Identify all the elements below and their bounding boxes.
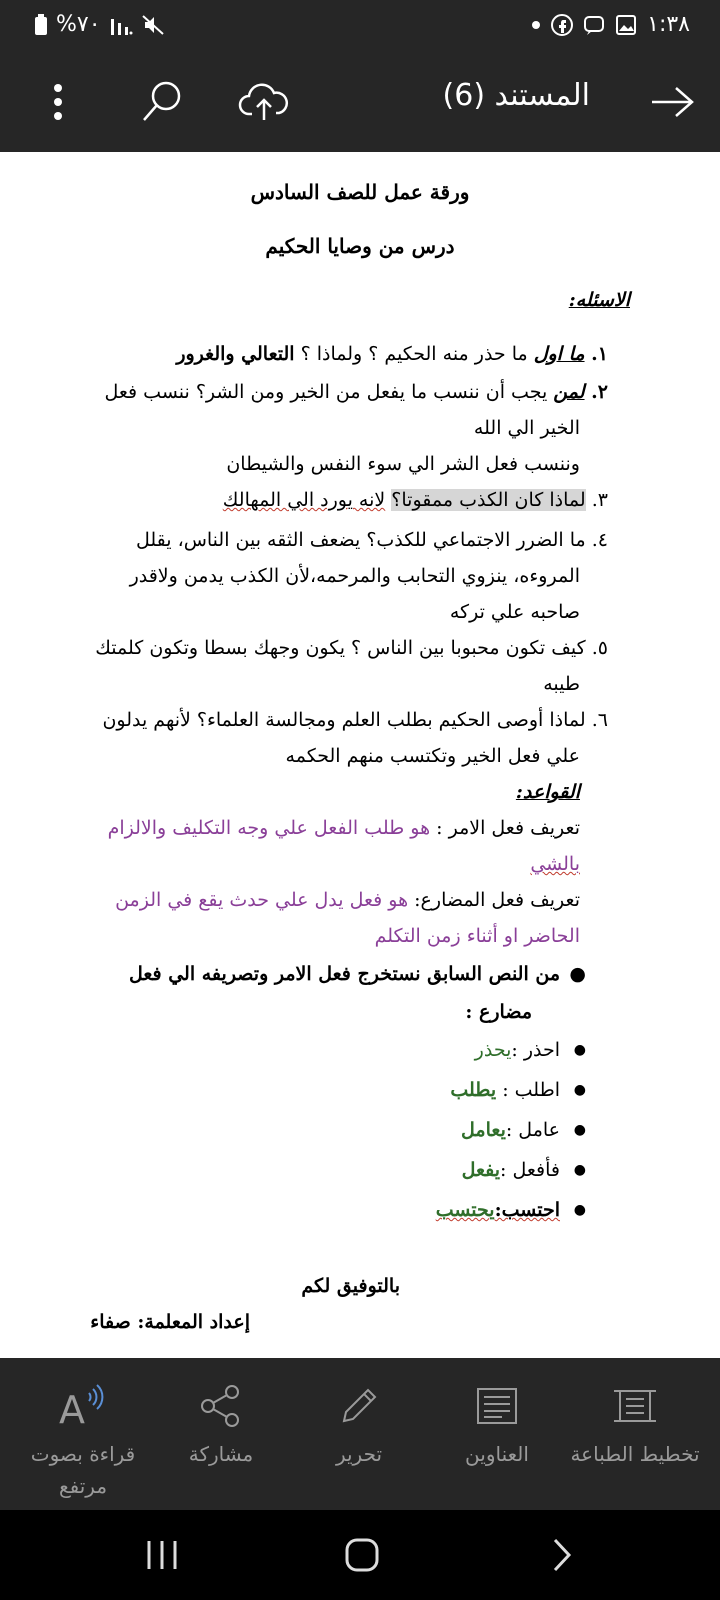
system-nav-bar bbox=[0, 1510, 720, 1600]
task-line-2: مضارع : bbox=[465, 1001, 532, 1023]
question-4 bbox=[136, 526, 608, 554]
verb-item bbox=[474, 1036, 586, 1064]
headings-icon bbox=[432, 1378, 562, 1434]
forward-arrow-icon[interactable] bbox=[642, 74, 702, 130]
question-1-text: ما حذر منه الحكيم ؟ ولماذا ؟ bbox=[294, 343, 534, 365]
edit-pencil-icon bbox=[294, 1378, 424, 1434]
question-4-line-2: المروءه، ينزوي التحابب والمرحمه،لأن الكذب يدمن ولاقدر bbox=[129, 565, 580, 587]
question-4-text: ما الضرر الاجتماعي للكذب؟ يضعف الثقه بين الناس، يقلل bbox=[135, 529, 586, 551]
bullet-icon: ● bbox=[573, 1162, 586, 1178]
verb-imperative: اطلب : bbox=[496, 1079, 560, 1101]
verb-present: يحذر bbox=[474, 1039, 512, 1061]
battery-icon bbox=[34, 14, 48, 36]
share-label: مشاركة bbox=[188, 1442, 254, 1466]
task-line-1 bbox=[128, 960, 586, 988]
home-icon[interactable] bbox=[332, 1530, 392, 1580]
question-2-number: ٢ bbox=[597, 381, 608, 403]
verb-present: يحتسب bbox=[435, 1199, 495, 1221]
question-1: ١. ما اول ما حذر منه الحكيم ؟ ولماذا ؟ التعالي والغرور bbox=[176, 343, 608, 365]
question-4-line-3: صاحبه علي تركه bbox=[449, 601, 580, 623]
question-6 bbox=[102, 706, 608, 734]
question-6-text: لماذا أوصى الحكيم بطلب العلم ومجالسة العلماء؟ لأنهم يدلون bbox=[102, 709, 586, 731]
verb-item bbox=[435, 1196, 586, 1224]
question-3-text: لماذا كان الكذب ممقوتا؟ bbox=[391, 489, 586, 511]
rule-1-definition: هو طلب الفعل علي وجه التكليف والالزام bbox=[107, 817, 431, 839]
question-2-keyword: لمن bbox=[553, 381, 585, 403]
rule-1-label: تعريف فعل الامر : bbox=[430, 817, 580, 839]
verb-imperative: احذر : bbox=[511, 1039, 560, 1061]
document-page[interactable] bbox=[0, 152, 720, 1358]
author-credit: إعداد المعلمة: صفاء bbox=[90, 1311, 250, 1333]
share-icon bbox=[156, 1378, 286, 1434]
status-bar bbox=[0, 0, 720, 52]
signal-icon bbox=[109, 15, 133, 35]
question-5-line-2: طيبه bbox=[543, 673, 580, 695]
question-1-keyword: ما اول bbox=[533, 343, 585, 365]
bottom-toolbar bbox=[0, 1358, 720, 1510]
verb-item bbox=[450, 1076, 586, 1104]
bullet-icon: ● bbox=[573, 1082, 586, 1098]
verb-imperative: احتسب: bbox=[494, 1199, 560, 1221]
rules-heading: القواعد: bbox=[515, 781, 580, 803]
more-options-icon[interactable] bbox=[30, 74, 86, 130]
svg-text:A: A bbox=[59, 1388, 85, 1429]
worksheet-title: ورقة عمل للصف السادس bbox=[250, 180, 470, 204]
question-3 bbox=[223, 486, 608, 514]
search-icon[interactable] bbox=[134, 74, 190, 130]
verb-imperative: فأفعل : bbox=[500, 1159, 560, 1181]
rule-1 bbox=[108, 814, 580, 842]
lesson-title: درس من وصايا الحكيم bbox=[265, 234, 455, 258]
bullet-icon: ● bbox=[573, 1042, 586, 1058]
verb-item bbox=[461, 1116, 586, 1144]
print-layout-button[interactable] bbox=[570, 1378, 700, 1470]
closing-text: بالتوفيق لكم bbox=[301, 1275, 400, 1297]
rule-1-line-2: بالشي bbox=[530, 853, 580, 875]
rule-2-label: تعريف فعل المضارع: bbox=[408, 889, 580, 911]
question-5-number: ٥. bbox=[591, 637, 608, 659]
question-2-line-3: وننسب فعل الشر الي سوء النفس والشيطان bbox=[226, 453, 580, 475]
task-text: من النص السابق نستخرج فعل الامر وتصريفه الي فعل bbox=[128, 963, 560, 985]
status-left-group bbox=[34, 12, 165, 37]
verb-present: يطلب bbox=[450, 1079, 497, 1101]
questions-heading: الاسئله: bbox=[568, 289, 630, 311]
mute-icon bbox=[141, 14, 165, 36]
question-2: ٢. لمن يجب أن ننسب ما يفعل من الخير ومن الشر؟ ننسب فعل bbox=[104, 381, 608, 403]
question-6-number: ٦. bbox=[591, 709, 608, 731]
rule-2-line-2: الحاضر او أثناء زمن التكلم bbox=[374, 925, 580, 947]
share-button[interactable] bbox=[156, 1378, 286, 1470]
question-5-text: كيف تكون محبوبا بين الناس ؟ يكون وجهك بسطا وتكون كلمتك bbox=[95, 637, 586, 659]
status-time: ١:٣٨ bbox=[647, 12, 690, 37]
question-1-answer: التعالي والغرور bbox=[176, 343, 295, 365]
question-3-answer: لانه يورد الي المهالك bbox=[222, 489, 386, 511]
status-right-group bbox=[531, 12, 690, 37]
facebook-icon bbox=[551, 14, 573, 36]
app-bar bbox=[0, 52, 720, 152]
question-3-number: ٣. bbox=[591, 489, 608, 511]
question-2-line-2: الخير الي الله bbox=[473, 417, 580, 439]
edit-button[interactable] bbox=[294, 1378, 424, 1470]
question-4-number: ٤. bbox=[591, 529, 608, 551]
question-1-number: ١ bbox=[597, 343, 608, 365]
verb-present: يعامل bbox=[461, 1119, 506, 1141]
read-aloud-label: قراءة بصوت مرتفع bbox=[30, 1442, 136, 1498]
edit-label: تحرير bbox=[335, 1442, 383, 1466]
verb-item bbox=[461, 1156, 586, 1184]
rule-2-definition: هو فعل يدل علي حدث يقع في الزمن bbox=[115, 889, 409, 911]
cloud-upload-icon[interactable] bbox=[236, 74, 292, 130]
headings-button[interactable] bbox=[432, 1378, 562, 1470]
question-2-text: يجب أن ننسب ما يفعل من الخير ومن الشر؟ ننسب فعل bbox=[104, 381, 554, 403]
messenger-icon bbox=[583, 14, 605, 36]
rule-2 bbox=[115, 886, 580, 914]
print-layout-icon bbox=[570, 1378, 700, 1434]
back-icon[interactable] bbox=[532, 1530, 592, 1580]
recents-icon[interactable] bbox=[132, 1530, 192, 1580]
verb-present: يفعل bbox=[461, 1159, 501, 1181]
question-6-line-2: علي فعل الخير وتكتسب منهم الحكمه bbox=[285, 745, 580, 767]
document-title: المستند (6) bbox=[442, 78, 590, 113]
bullet-icon: ● bbox=[573, 1202, 586, 1218]
read-aloud-icon bbox=[18, 1378, 148, 1434]
dot-icon bbox=[531, 20, 541, 30]
headings-label: العناوين bbox=[465, 1442, 529, 1466]
bullet-icon: ● bbox=[573, 1122, 586, 1138]
verb-imperative: عامل : bbox=[505, 1119, 560, 1141]
gallery-icon bbox=[615, 14, 637, 36]
question-5 bbox=[95, 634, 608, 662]
bullet-icon: ● bbox=[569, 963, 586, 985]
read-aloud-button[interactable] bbox=[18, 1378, 148, 1502]
print-layout-label: تخطيط الطباعة bbox=[570, 1442, 700, 1466]
battery-percent: %٧٠ bbox=[56, 12, 101, 37]
